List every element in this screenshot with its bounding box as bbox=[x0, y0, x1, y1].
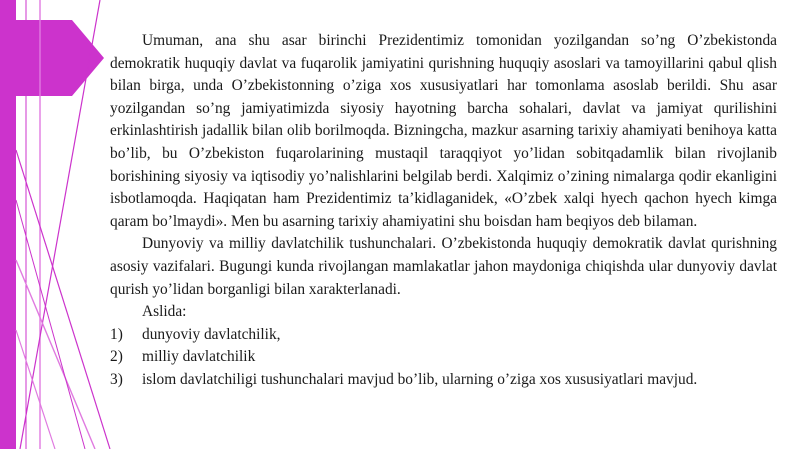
list-item bbox=[110, 346, 777, 369]
accent-band bbox=[0, 0, 16, 449]
list-item bbox=[110, 324, 777, 347]
list-item bbox=[110, 369, 777, 392]
list-text: dunyoviy davlatchilik, bbox=[142, 325, 281, 343]
accent-arrow bbox=[0, 20, 104, 96]
paragraph-2: Dunyoviy va milliy davlatchilik tushunchalari. O’zbekistonda huquqiy demokratik davlat qurishning asosiy vazifalari. Bugungi kunda rivojlangan mamlakatlar jahon maydoniga chiqishda ular dunyoviy davlat qurish yo’lidan borganligi bilan xarakterlanadi. bbox=[110, 235, 777, 298]
list-number: 3) bbox=[110, 370, 123, 388]
list-text: islom davlatchiligi tushunchalari mavjud bo’lib, ularning o’ziga xos xususiyatlari mavjud. bbox=[142, 370, 698, 388]
decor-line bbox=[16, 260, 95, 449]
aslida-label: Aslida: bbox=[142, 303, 187, 321]
decor-line bbox=[16, 330, 55, 449]
document-body bbox=[110, 30, 777, 392]
numbered-list bbox=[110, 324, 777, 392]
decor-line bbox=[16, 150, 110, 449]
list-text: milliy davlatchilik bbox=[142, 348, 256, 366]
list-number: 1) bbox=[110, 325, 123, 343]
paragraph-1: Umuman, ana shu asar birinchi Prezidentimiz tomonidan yozilgandan so’ng O’zbekistonda demokratik huquqiy davlat va fuqarolik jamiyatini qurishning huquqiy asoslari va tamoyillarini qabul qlish bilan birga, unda O’zbekistonning o’ziga xos xususiyatlari har tomonlama asoslab berildi. Shu asar yozilgandan so’ng jamiyatimizda siyosiy hayotning barcha sohalari, davlat va jamiyat qurilishini erkinlashtirish jadallik bilan olib borilmoqda. Bizningcha, mazkur asarning tarixiy ahamiyati benihoya katta bo’lib, bu O’zbekiston fuqarolarining mustaqil taraqqiyot yo’lidan sobitqadamlik bilan rivojlanib borishining siyosiy va iqtisodiy yo’nalishlarini belgilab berdi. Xalqimiz o’zining nimalarga qodir ekanligini isbotlamoqda. Haqiqatan ham Prezidentimiz ta’kidlaganidek, «O’zbek xalqi hyech qachon hyech kimga qaram bo’lmaydi». Men bu asarning tarixiy ahamiyatini shu boisdan ham beqiyos deb bilaman. bbox=[110, 32, 777, 230]
decor-line bbox=[20, 0, 100, 449]
list-number: 2) bbox=[110, 348, 123, 366]
decor-line bbox=[16, 200, 85, 449]
